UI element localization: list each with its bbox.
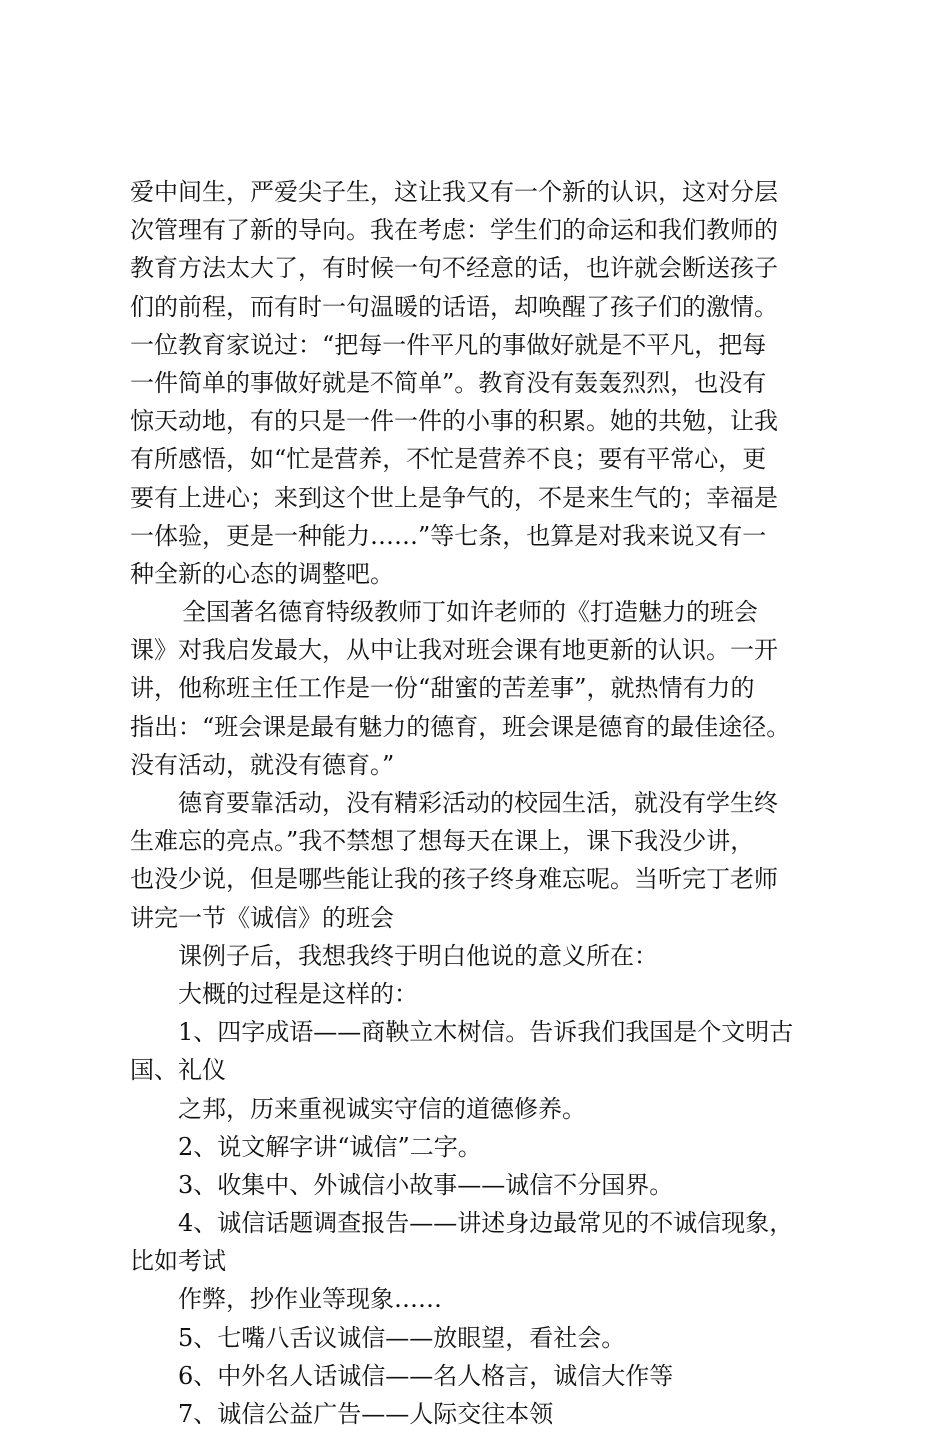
text-line: 一位教育家说过：“把每一件平凡的事做好就是不平凡，把每 (130, 330, 767, 359)
text-line: 指出：“班会课是最有魅力的德育，班会课是德育的最佳途径。 (130, 712, 791, 741)
text-line: 3、收集中、外诚信小故事——诚信不分国界。 (178, 1170, 674, 1199)
text-line: 种全新的心态的调整吧。 (130, 559, 394, 588)
text-line: 爱中间生，严爱尖子生，这让我又有一个新的认识，这对分层 (130, 178, 778, 206)
text-line: 有所感悟，如“忙是营养，不忙是营养不良；要有平常心，更 (130, 445, 767, 474)
text-line: 要有上进心；来到这个世上是争气的，不是来生气的；幸福是 (130, 483, 778, 512)
text-line: 6、中外名人话诚信——名人格言，诚信大作等 (178, 1361, 674, 1390)
text-line: 课》对我启发最大，从中让我对班会课有地更新的认识。一开 (130, 636, 778, 665)
text-line: 讲，他称班主任工作是一份“甜蜜的苦差事”，就热情有力的 (130, 674, 755, 703)
text-line: 一件简单的事做好就是不简单”。教育没有轰轰烈烈，也没有 (130, 368, 767, 397)
text-line: 惊天动地，有的只是一件一件的小事的积累。她的共勉，让我 (130, 407, 778, 436)
text-line: 4、诚信话题调查报告——讲述身边最常见的不诚信现象， (178, 1209, 794, 1238)
text-line: 1、四字成语——商鞅立木树信。告诉我们我国是个文明古 (178, 1018, 794, 1047)
text-line: 5、七嘴八舌议诚信——放眼望，看社会。 (178, 1323, 626, 1352)
text-line: 一体验，更是一种能力……”等七条，也算是对我来说又有一 (130, 521, 767, 550)
text-line: 2、说文解字讲“诚信”二字。 (178, 1132, 482, 1161)
text-line: 们的前程，而有时一句温暖的话语，却唤醒了孩子们的激情。 (130, 292, 778, 321)
text-line: 7、诚信公益广告——人际交往本领 (178, 1400, 554, 1428)
text-line: 全国著名德育特级教师丁如许老师的《打造魅力的班会 (182, 598, 758, 627)
text-line: 讲完一节《诚信》的班会 (130, 903, 394, 932)
text-line: 作弊，抄作业等现象…… (178, 1285, 442, 1314)
text-line: 课例子后，我想我终于明白他说的意义所在： (178, 941, 658, 970)
text-line: 大概的过程是这样的： (178, 979, 418, 1008)
text-line: 次管理有了新的导向。我在考虑：学生们的命运和我们教师的 (130, 216, 778, 245)
text-line: 教育方法太大了，有时候一句不经意的话，也许就会断送孩子 (130, 254, 778, 283)
text-line: 国、礼仪 (130, 1056, 226, 1085)
text-line: 生难忘的亮点。”我不禁想了想每天在课上，课下我没少讲， (130, 827, 755, 856)
text-line: 比如考试 (130, 1247, 226, 1276)
text-line: 之邦，历来重视诚实守信的道德修养。 (178, 1094, 586, 1123)
text-line: 德育要靠活动，没有精彩活动的校园生活，就没有学生终 (178, 789, 778, 817)
text-line: 也没少说，但是哪些能让我的孩子终身难忘呢。当听完丁老师 (130, 865, 778, 894)
document-body (130, 173, 850, 1433)
text-line: 没有活动，就没有德育。” (130, 750, 395, 779)
